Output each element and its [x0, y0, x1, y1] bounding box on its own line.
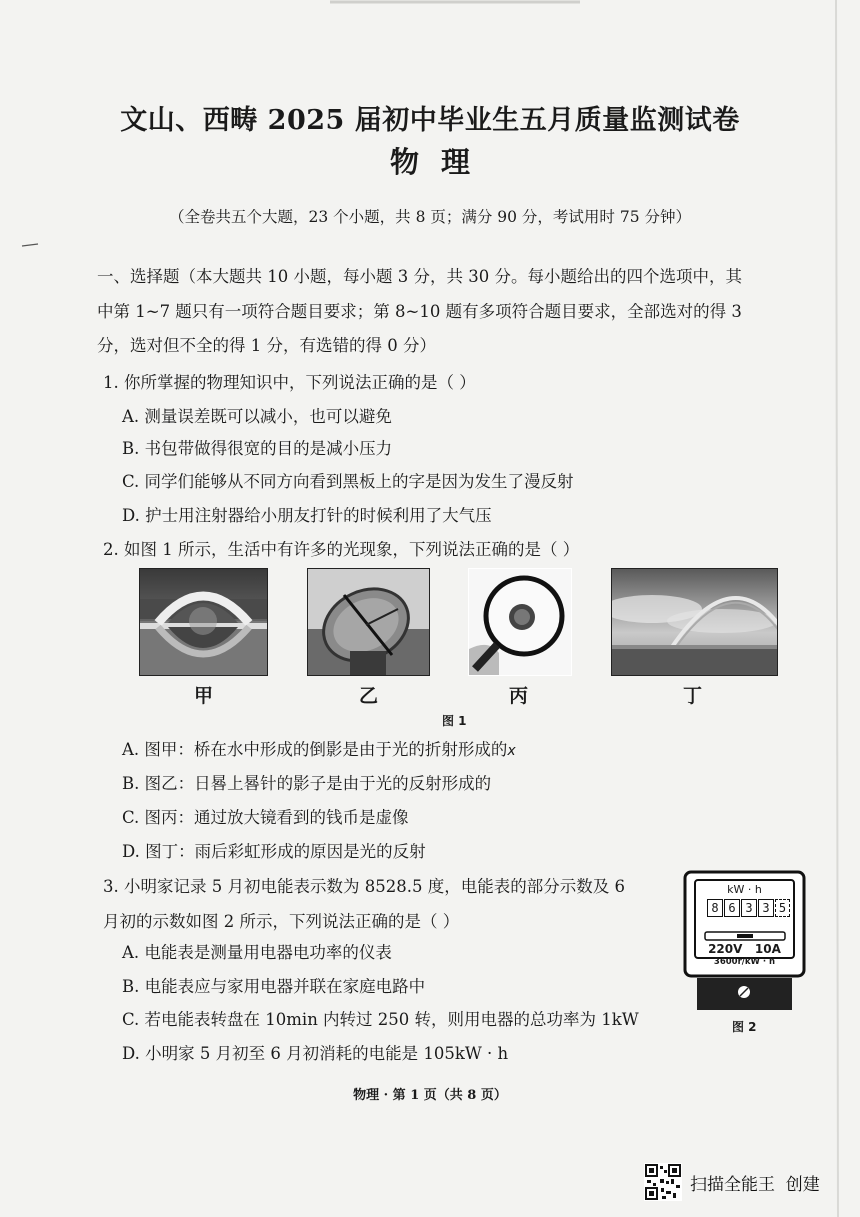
figure-magnifier-image: [468, 568, 572, 676]
meter-digit-5: 5: [775, 899, 790, 917]
section1-instruction-line1: 一、选择题（本大题共 10 小题，每小题 3 分，共 30 分。每小题给出的四个选项中，其: [97, 267, 742, 286]
question-3-option-a: A. 电能表是测量用电器电功率的仪表: [122, 943, 392, 962]
handwritten-mark: x: [507, 743, 516, 759]
figure-label-yi: 乙: [359, 685, 379, 707]
question-2-option-c: C. 图丙：通过放大镜看到的钱币是虚像: [122, 808, 409, 827]
electric-meter-figure: [683, 870, 806, 1011]
question-1-option-c: C. 同学们能够从不同方向看到黑板上的字是因为发生了漫反射: [122, 472, 574, 491]
figure-1-caption: 图 1: [442, 714, 467, 728]
meter-unit: kW · h: [727, 883, 762, 896]
meter-digit-3: 3: [741, 899, 757, 917]
exam-title: 文山、西畴 2025 届初中毕业生五月质量监测试卷: [120, 105, 740, 136]
figure-rainbow-image: [611, 568, 778, 676]
question-2-stem: 2. 如图 1 所示，生活中有许多的光现象，下列说法正确的是（ ）: [103, 540, 580, 559]
section1-instruction-line3: 分，选对但不全的得 1 分，有选错的得 0 分）: [97, 336, 436, 355]
question-3-option-d: D. 小明家 5 月初至 6 月初消耗的电能是 105kW · h: [122, 1044, 509, 1063]
scanner-watermark: [644, 1162, 820, 1202]
qr-code-icon: [644, 1163, 682, 1201]
question-2-option-a-text: A. 图甲：桥在水中形成的倒影是由于光的折射形成的: [122, 740, 508, 759]
figure-label-bing: 丙: [509, 685, 529, 707]
meter-digit-1: 8: [707, 899, 723, 917]
exam-note: （全卷共五个大题，23 个小题，共 8 页；满分 90 分，考试用时 75 分钟）: [168, 208, 692, 226]
section1-instruction-line2: 中第 1~7 题只有一项符合题目要求；第 8~10 题有多项符合题目要求，全部选对的得 3: [97, 302, 742, 321]
page-footer: 物理 · 第 1 页（共 8 页）: [353, 1088, 507, 1103]
question-1-stem: 1. 你所掌握的物理知识中，下列说法正确的是（ ）: [103, 373, 476, 392]
meter-digit-2: 6: [724, 899, 740, 917]
meter-spec: 3600r/kW · h: [713, 957, 776, 967]
question-3-option-c: C. 若电能表转盘在 10min 内转过 250 转，则用电器的总功率为 1kW: [122, 1010, 639, 1029]
question-3-option-b: B. 电能表应与家用电器并联在家庭电路中: [122, 977, 426, 996]
figure-sundial-image: [307, 568, 430, 676]
question-2-option-b: B. 图乙：日晷上晷针的影子是由于光的反射形成的: [122, 774, 492, 793]
question-3-stem-line2: 月初的示数如图 2 所示，下列说法正确的是（ ）: [103, 912, 460, 931]
question-1-option-b: B. 书包带做得很宽的目的是减小压力: [122, 439, 393, 458]
question-3-stem-line1: 3. 小明家记录 5 月初电能表示数为 8528.5 度，电能表的部分示数及 6: [103, 877, 625, 896]
figure-label-jia: 甲: [194, 685, 214, 707]
meter-digit-4: 3: [758, 899, 774, 917]
figure-2-caption: 图 2: [732, 1020, 757, 1034]
scanner-app-text: 扫描全能王 创建: [690, 1174, 820, 1195]
subject-title: 物理: [389, 145, 492, 179]
meter-rating: 220V 10A: [708, 942, 781, 956]
meter-digits: [707, 899, 790, 917]
question-1-option-d: D. 护士用注射器给小朋友打针的时候利用了大气压: [122, 506, 492, 525]
question-1-option-a: A. 测量误差既可以减小，也可以避免: [122, 407, 392, 426]
figure-label-ding: 丁: [683, 685, 703, 707]
question-2-option-d: D. 图丁：雨后彩虹形成的原因是光的反射: [122, 842, 426, 861]
figure-bridge-image: [139, 568, 268, 676]
question-2-option-a: [122, 736, 516, 760]
